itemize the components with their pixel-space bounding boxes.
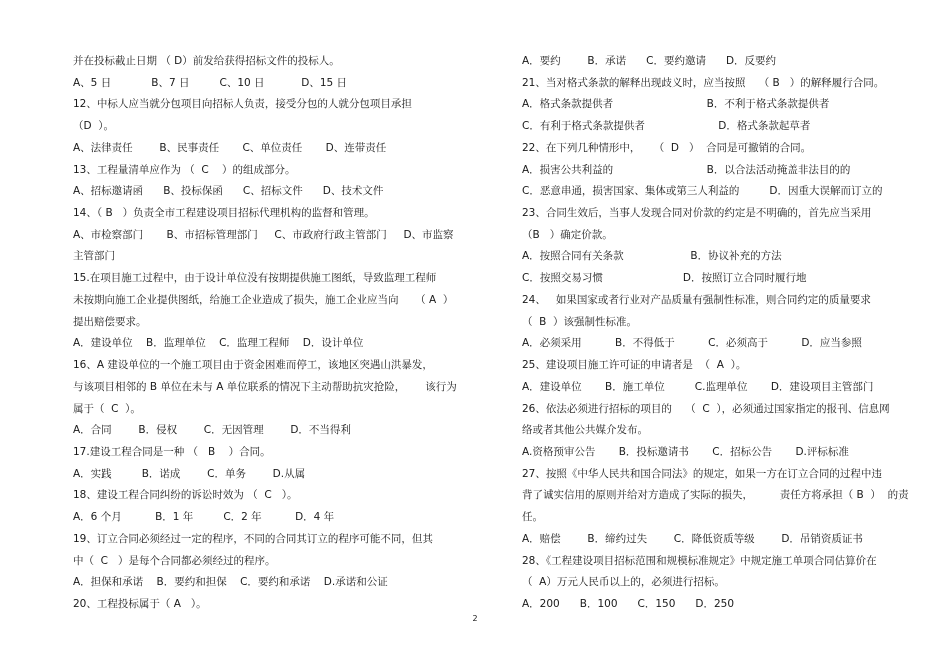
text-line: 20、工程投标属于（ A ）。 — [73, 597, 207, 610]
text-line: 并在投标截止日期 （ D）前发给获得招标文件的投标人。 — [73, 55, 340, 67]
text-line: 17.建设工程合同是一种 （ B ）合同。 — [73, 445, 271, 458]
text-line: 属于（ C ）。 — [73, 402, 141, 415]
text-line: 中（ C ）是每个合同都必须经过的程序。 — [73, 554, 276, 567]
text-line: A、5 日 B、7 日 C、10 日 D、15 日 — [73, 76, 348, 89]
text-line: 28、《工程建设项目招标范围和规模标准规定》中规定施工单项合同估算价在 — [522, 554, 877, 567]
text-line: （ A）万元人民币以上的，必须进行招标。 — [522, 576, 725, 589]
text-line: 主管部门 — [73, 250, 115, 263]
text-line: 21、当对格式条款的解释出现歧义时，应当按照 （ B ）的解释履行合同。 — [522, 76, 885, 89]
text-line: 19、订立合同必须经过一定的程序，不同的合同其订立的程序可能不同，但其 — [73, 532, 433, 545]
text-line: A．赔偿 B．缔约过失 C．降低资质等级 D．吊销资质证书 — [522, 532, 863, 545]
text-line: 14、（ B ）负责全市工程建设项目招标代理机构的监督和管理。 — [73, 207, 375, 220]
text-line: 任。 — [522, 511, 543, 524]
text-line: A、市检察部门 B、市招标管理部门 C、市政府行政主管部门 D、市监察 — [73, 228, 454, 241]
text-line: C．按照交易习惯 D．按照订立合同时履行地 — [522, 272, 807, 285]
text-line: （B ）确定价款。 — [522, 228, 613, 241]
text-line: 22、在下列几种情形中， （ D ） 合同是可撤销的合同。 — [522, 141, 812, 154]
text-line: A．6 个月 B．1 年 C．2 年 D．4 年 — [73, 511, 335, 524]
text-line: 23、合同生效后，当事人发现合同对价款的约定是不明确的，首先应当采用 — [522, 207, 872, 220]
text-line: A．建设单位 B．监理单位 C．监理工程师 D．设计单位 — [73, 337, 364, 350]
text-line: 络或者其他公共媒介发布。 — [522, 424, 648, 437]
text-line: A．实践 B．诺成 C．单务 D.从属 — [73, 467, 306, 480]
text-line: 26、依法必须进行招标的项目的 （ C ），必须通过国家指定的报刊、信息网 — [522, 402, 890, 415]
text-line: 16、A 建设单位的一个施工项目由于资金困难而停工，该地区突遇山洪暴发， — [73, 359, 433, 372]
text-line: A．200 B．100 C．150 D．250 — [522, 597, 735, 610]
text-line: 27、按照《中华人民共和国合同法》的规定，如果一方在订立合同的过程中违 — [522, 467, 882, 480]
text-line: 与该项目相邻的 B 单位在未与 A 单位联系的情况下主动帮助抗灾抢险， 该行为 — [73, 380, 457, 393]
text-line: C．有利于格式条款提供者 D．格式条款起草者 — [522, 120, 811, 133]
text-line: C．恶意串通，损害国家、集体或第三人利益的 D．因重大误解而订立的 — [522, 185, 883, 198]
text-line: 背了诚实信用的原则并给对方造成了实际的损失， 责任方将承担（ B ） 的责 — [522, 489, 909, 502]
text-line: A．建设单位 B．施工单位 C.监理单位 D．建设项目主管部门 — [522, 380, 874, 393]
text-line: A．按照合同有关条款 B．协议补充的方法 — [522, 250, 782, 263]
text-line: 15.在项目施工过程中，由于设计单位没有按期提供施工图纸，导致监理工程师 — [73, 272, 437, 285]
text-line: A．格式条款提供者 B．不利于格式条款提供者 — [522, 98, 830, 111]
text-line: 提出赔偿要求。 — [73, 315, 147, 328]
text-line: （D ）。 — [73, 120, 115, 133]
text-line: A.资格预审公告 B．投标邀请书 C．招标公告 D.评标标准 — [522, 445, 849, 458]
text-line: 25、建设项目施工许可证的申请者是 （ A ）。 — [522, 359, 747, 372]
text-line: A．要约 B．承诺 C．要约邀请 D．反要约 — [522, 55, 777, 67]
text-line: （ B ）该强制性标准。 — [522, 315, 638, 328]
text-line: A、法律责任 B、民事责任 C、单位责任 D、连带责任 — [73, 141, 387, 154]
text-line: 12、中标人应当就分包项目向招标人负责，接受分包的人就分包项目承担 — [73, 98, 412, 111]
text-line: A．担保和承诺 B．要约和担保 C．要约和承诺 D.承诺和公证 — [73, 576, 388, 589]
text-line: A．损害公共利益的 B．以合法活动掩盖非法目的的 — [522, 163, 851, 176]
text-line: A．合同 B．侵权 C．无因管理 D．不当得利 — [73, 424, 351, 437]
text-line: 18、建设工程合同纠纷的诉讼时效为 （ C ）。 — [73, 489, 298, 502]
text-line: A．必须采用 B．不得低于 C．必须高于 D．应当参照 — [522, 337, 862, 350]
left-column — [73, 51, 483, 616]
text-line: A、招标邀请函 B、投标保函 C、招标文件 D、技术文件 — [73, 185, 384, 198]
text-line: 13、工程量清单应作为 （ C ）的组成部分。 — [73, 163, 296, 176]
page-number: 2 — [472, 614, 478, 623]
text-line: 未按期向施工企业提供图纸，给施工企业造成了损失，施工企业应当向 （ A ） — [73, 293, 454, 306]
right-column — [522, 51, 912, 616]
text-line: 24、 如果国家或者行业对产品质量有强制性标准，则合同约定的质量要求 — [522, 293, 871, 306]
